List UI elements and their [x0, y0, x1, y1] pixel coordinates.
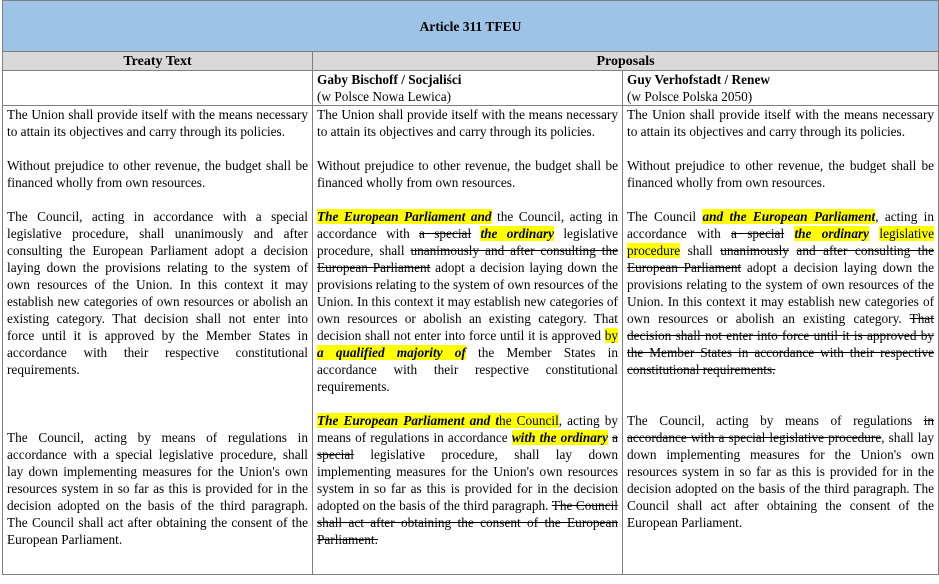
text-segment: , acting by means of regulations in accordance	[317, 413, 618, 445]
author-party-bischoff: (w Polsce Nowa Lewica)	[317, 89, 452, 104]
verhofstadt-paragraph-3	[627, 208, 934, 378]
treaty-text-cell	[3, 106, 313, 575]
treaty-paragraph-4: The Council, acting by means of regulations in accordance with a special legislative procedure, shall lay down implementing measures for the Union's own resources system in so far as this is provided for in the decision adopted on the basis of the third paragraph. The Council shall act after obtaining the consent of the European Parliament.	[7, 430, 308, 547]
text-segment: The Council, acting by means of regulations	[627, 413, 924, 428]
text-segment	[784, 226, 794, 241]
deletion: and after consulting the European Parliament	[627, 243, 935, 275]
author-cell-empty	[3, 71, 313, 106]
table-title: Article 311 TFEU	[3, 1, 939, 52]
text-segment: the Council, acting in accordance with	[317, 209, 618, 241]
bischoff-paragraph-1: The Union shall provide itself with the means necessary to attain its objectives and carry through its policies.	[317, 107, 618, 139]
author-name-verhofstadt: Guy Verhofstadt / Renew	[627, 72, 770, 87]
highlighted-text: he Council	[499, 413, 559, 428]
insertion: the ordinary	[480, 226, 555, 241]
bischoff-paragraph-4	[317, 412, 618, 548]
deletion: a special	[731, 226, 785, 241]
insertion: The European Parliament and	[317, 209, 492, 224]
text-segment: the Member States in accordance with their respective constitutional requirements.	[317, 345, 618, 394]
deletion: a special	[317, 430, 618, 462]
deletion: in accordance with a special legislative procedure	[627, 413, 935, 445]
header-treaty-text: Treaty Text	[3, 52, 313, 71]
text-segment: , shall lay down implementing measures for the Union's own resources system in so far as this is provided for in the decision adopted on the basis of the third paragraph. The Council shall act after obtaining the consent of the European Parliament.	[627, 430, 935, 530]
deletion: unanimously	[720, 243, 789, 258]
author-name-bischoff: Gaby Bischoff / Socjaliści	[317, 72, 462, 87]
insertion: with the ordinary	[511, 430, 608, 445]
article-311-comparison-table	[2, 0, 939, 575]
deletion: a special	[419, 226, 472, 241]
text-segment: The Council	[627, 209, 703, 224]
insertion: and the European Parliament	[702, 209, 876, 224]
verhofstadt-proposal-cell	[623, 106, 939, 575]
bischoff-proposal-cell	[313, 106, 623, 575]
insertion: the ordinary	[794, 226, 870, 241]
bischoff-paragraph-3	[317, 208, 618, 395]
header-proposals: Proposals	[313, 52, 939, 71]
deletion: That decision shall not enter into force until it is approved by the Member States in accordance with their respective constitutional requirements.	[627, 311, 935, 377]
bischoff-paragraph-2: Without prejudice to other revenue, the budget shall be financed wholly from own resources.	[317, 158, 618, 190]
author-party-verhofstadt: (w Polsce Polska 2050)	[627, 89, 753, 104]
text-segment: legislative procedure, shall lay down implementing measures for the Union's own resources system in so far as this is provided for in the decision adopted on the basis of the third paragraph.	[317, 447, 618, 513]
treaty-paragraph-2: Without prejudice to other revenue, the budget shall be financed wholly from own resources.	[7, 158, 308, 190]
verhofstadt-paragraph-4	[627, 412, 934, 531]
insertion: The European Parliament and t	[317, 413, 500, 428]
highlighted-text: by	[604, 328, 618, 343]
author-cell-verhofstadt	[623, 71, 939, 106]
highlighted-text: legislative procedure	[627, 226, 935, 258]
text-segment: shall	[680, 243, 721, 258]
insertion: a qualified majority of	[317, 345, 466, 360]
author-cell-bischoff	[313, 71, 623, 106]
deletion: unanimously and after consulting the European Parliament	[317, 243, 618, 275]
text-segment: adopt a decision laying down the provisions relating to the system of own resources of the Union. In this context it may establish new categories of own resources or abolish an existing category.	[627, 260, 935, 326]
deletion: The Council shall act after obtaining the consent of the European Parliament.	[317, 498, 618, 547]
text-segment	[869, 226, 879, 241]
verhofstadt-paragraph-2: Without prejudice to other revenue, the budget shall be financed wholly from own resources.	[627, 158, 935, 190]
text-segment: , acting in accordance with	[627, 209, 935, 241]
treaty-paragraph-1: The Union shall provide itself with the means necessary to attain its objectives and carry through its policies.	[7, 107, 308, 139]
verhofstadt-paragraph-1: The Union shall provide itself with the means necessary to attain its objectives and carry through its policies.	[627, 107, 935, 139]
treaty-paragraph-3: The Council, acting in accordance with a special legislative procedure, shall unanimously and after consulting the European Parliament adopt a decision laying down the provisions relating to the system of own resources of the Union. In this context it may establish new categories of own resources or abolish an existing category. That decision shall not enter into force until it is approved by the Member States in accordance with their respective constitutional requirements.	[7, 209, 308, 377]
text-segment: legislative procedure, shall	[317, 226, 618, 258]
text-segment: adopt a decision laying down the provisions relating to the system of own resources of the Union. In this context it may establish new categories of own resources or abolish an existing category. That decision shall not enter into force until it is approved	[317, 260, 618, 343]
